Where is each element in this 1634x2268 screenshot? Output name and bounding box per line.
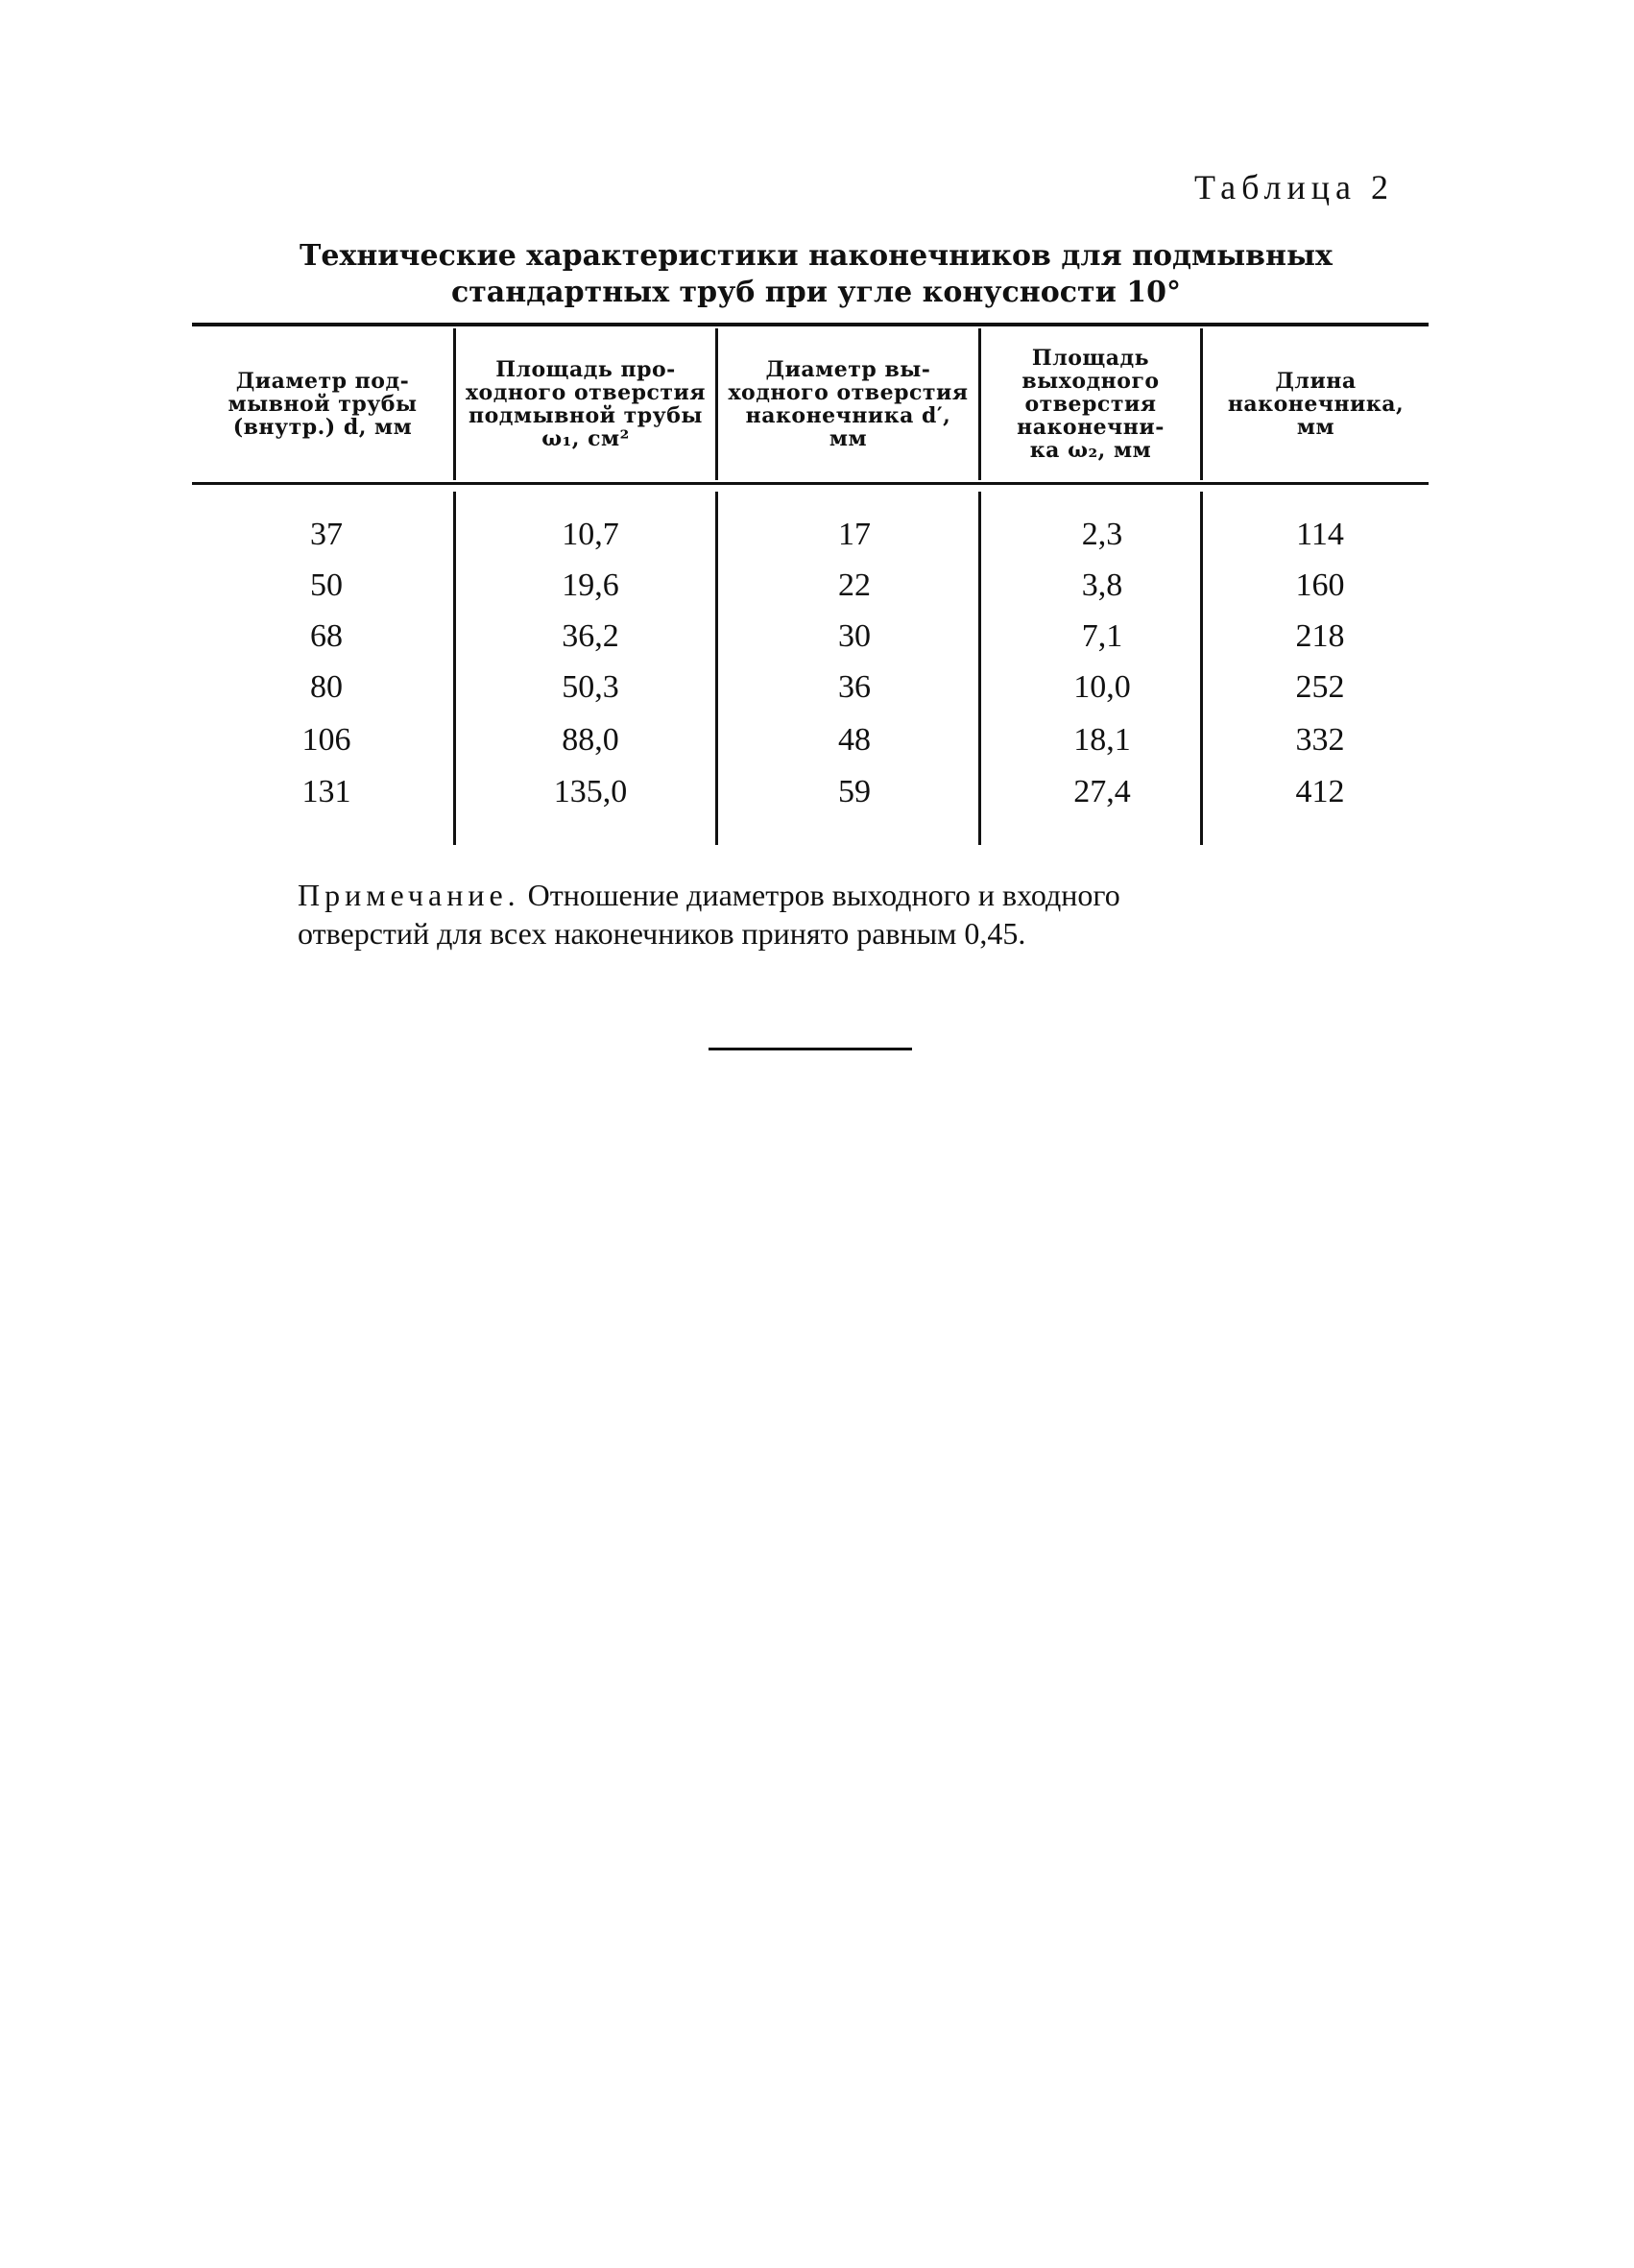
- header-line: ходного отверстия: [465, 380, 707, 405]
- column-divider: [715, 492, 718, 845]
- table-number-label: Таблица 2: [1194, 168, 1394, 206]
- cell-nozzle-outlet-diameter: 36: [838, 669, 871, 705]
- header-line: Площадь про-: [495, 357, 676, 382]
- table-header-rule: [192, 482, 1429, 485]
- cell-nozzle-length: 412: [1295, 774, 1345, 809]
- cell-nozzle-outlet-area: 10,0: [1073, 669, 1131, 705]
- cell-nozzle-outlet-diameter: 48: [838, 722, 871, 758]
- cell-nozzle-length: 218: [1295, 618, 1345, 654]
- cell-nozzle-outlet-area: 18,1: [1073, 722, 1131, 758]
- cell-pipe-diameter: 131: [301, 774, 351, 809]
- cell-nozzle-outlet-area: 7,1: [1081, 618, 1123, 654]
- header-line: мывной трубы: [228, 392, 418, 417]
- header-nozzle-length: [1203, 330, 1429, 478]
- cell-nozzle-outlet-area: 27,4: [1073, 774, 1131, 809]
- cell-pipe-diameter: 37: [310, 517, 343, 552]
- table-title-line: Технические характеристики наконечников для подмывных: [300, 239, 1333, 273]
- cell-nozzle-outlet-area: 3,8: [1081, 567, 1123, 603]
- header-line: мм: [1296, 415, 1335, 440]
- note-line: отверстий для всех наконечников принято равным 0,45.: [298, 916, 1026, 951]
- cell-pipe-opening-area: 50,3: [562, 669, 619, 705]
- cell-nozzle-length: 332: [1295, 722, 1345, 758]
- note-label: Примечание.: [298, 878, 520, 912]
- header-line: ка ω₂, мм: [1029, 438, 1152, 463]
- header-line: Длина: [1275, 369, 1357, 394]
- cell-pipe-diameter: 106: [301, 722, 351, 758]
- header-line: Диаметр вы-: [765, 357, 931, 382]
- table-note: [298, 876, 1430, 953]
- table-top-rule: [192, 323, 1429, 326]
- cell-pipe-diameter: 68: [310, 618, 343, 654]
- cell-pipe-opening-area: 10,7: [562, 517, 619, 552]
- cell-nozzle-outlet-diameter: 22: [838, 567, 871, 603]
- header-line: Диаметр под-: [235, 369, 410, 394]
- header-line: наконечника,: [1227, 392, 1405, 417]
- header-line: подмывной трубы: [469, 403, 703, 428]
- header-line: мм: [829, 426, 868, 451]
- header-line: (внутр.) d, мм: [232, 415, 413, 440]
- header-pipe-opening-area: [456, 330, 715, 478]
- header-line: выходного: [1021, 369, 1160, 394]
- note-text: Отношение диаметров выходного и входного: [527, 878, 1120, 912]
- cell-nozzle-outlet-diameter: 59: [838, 774, 871, 809]
- header-nozzle-outlet-area: [981, 330, 1200, 478]
- column-divider: [978, 492, 981, 845]
- cell-pipe-diameter: 80: [310, 669, 343, 705]
- header-line: наконечника d′,: [745, 403, 951, 428]
- column-divider: [1200, 492, 1203, 845]
- cell-nozzle-length: 114: [1296, 517, 1344, 552]
- header-line: ходного отверстия: [728, 380, 969, 405]
- cell-pipe-opening-area: 88,0: [562, 722, 619, 758]
- header-line: отверстия: [1024, 392, 1157, 417]
- cell-nozzle-outlet-diameter: 17: [838, 517, 871, 552]
- cell-nozzle-length: 252: [1295, 669, 1345, 705]
- header-nozzle-outlet-diameter: [718, 330, 978, 478]
- cell-pipe-opening-area: 135,0: [553, 774, 628, 809]
- header-line: Площадь: [1031, 346, 1150, 371]
- table-title-line: стандартных труб при угле конусности 10°: [450, 276, 1182, 309]
- end-separator-rule: [709, 1048, 912, 1050]
- cell-nozzle-outlet-area: 2,3: [1081, 517, 1123, 552]
- header-line: наконечни-: [1017, 415, 1165, 440]
- cell-pipe-diameter: 50: [310, 567, 343, 603]
- cell-pipe-opening-area: 19,6: [562, 567, 619, 603]
- note-line: [298, 876, 1430, 914]
- header-line: ω₁, см²: [541, 426, 630, 451]
- header-pipe-diameter: [192, 330, 453, 478]
- cell-nozzle-outlet-diameter: 30: [838, 618, 871, 654]
- cell-nozzle-length: 160: [1295, 567, 1345, 603]
- column-divider: [453, 492, 456, 845]
- table-title: [288, 238, 1344, 311]
- cell-pipe-opening-area: 36,2: [562, 618, 619, 654]
